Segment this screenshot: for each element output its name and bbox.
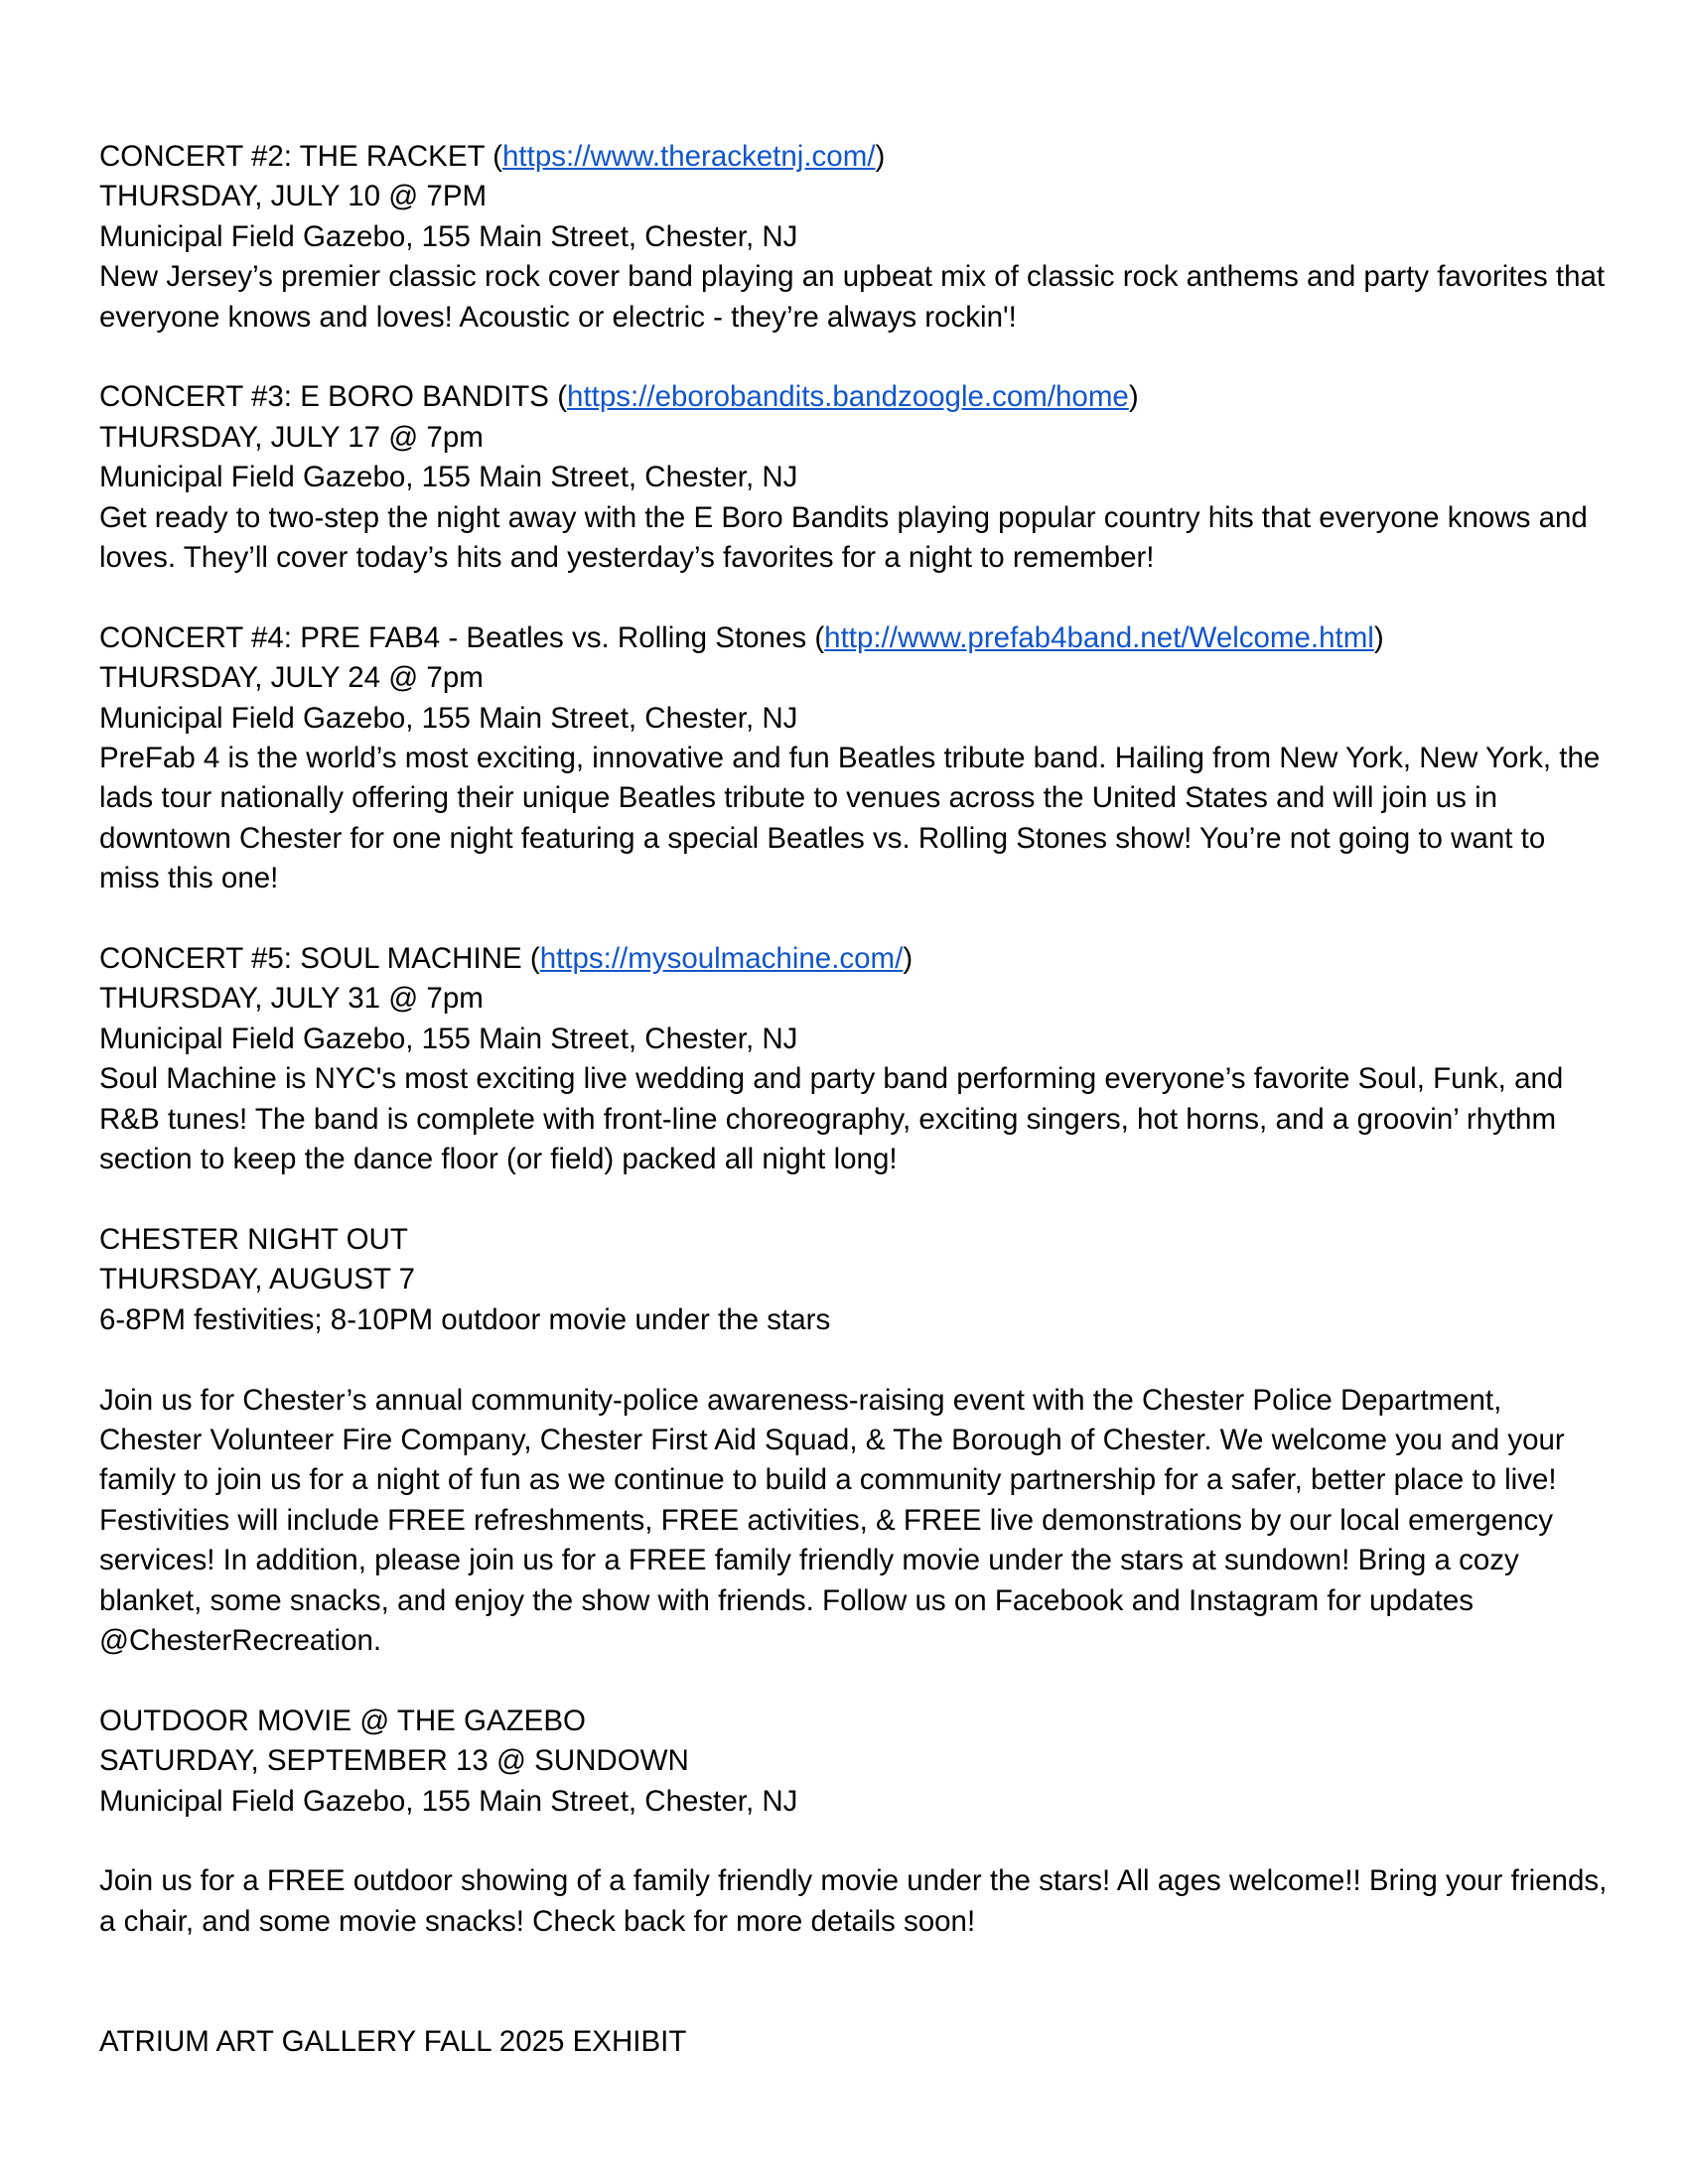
event-art-gallery: [99, 2022, 1609, 2062]
event-date: THURSDAY, JULY 24 @ 7pm: [99, 661, 484, 695]
band-website-link[interactable]: https://eborobandits.bandzoogle.com/home: [567, 380, 1129, 414]
event-location: Municipal Field Gazebo, 155 Main Street, Chester, NJ: [99, 219, 798, 253]
event-concert-5: [99, 939, 1609, 1179]
spacer: [99, 338, 1609, 377]
event-description: PreFab 4 is the world’s most exciting, innovative and fun Beatles tribute band. Hailing from New York, New York, the lads tour nationally offering their unique Beatles tribute to venues across the United States and will join us in downtown Chester for one night featuring a special Beatles vs. Rolling Stones show! You’re not going to want to miss this one!: [99, 742, 1601, 895]
spacer: [99, 899, 1609, 939]
event-times: 6-8PM festivities; 8-10PM outdoor movie under the stars: [99, 1302, 831, 1336]
event-description: New Jersey’s premier classic rock cover band playing an upbeat mix of classic rock anthems and party favorites that everyone knows and loves! Acoustic or electric - they’re always rockin'!: [99, 260, 1606, 334]
spacer: [99, 1180, 1609, 1220]
event-description: Soul Machine is NYC's most exciting live wedding and party band performing everyone’s favorite Soul, Funk, and R&B tunes! The band is complete with front-line choreography, exciting singers, hot horns, and a groovin’ rhythm section to keep the dance floor (or field) packed all night long!: [99, 1062, 1564, 1176]
event-location: Municipal Field Gazebo, 155 Main Street, Chester, NJ: [99, 461, 798, 494]
event-title-line: CONCERT #4: PRE FAB4 - Beatles vs. Rolling Stones (http://www.prefab4band.net/Welcome.html): [99, 620, 1384, 654]
event-title: CONCERT #3: E BORO BANDITS: [99, 380, 549, 414]
event-title: CONCERT #2: THE RACKET: [99, 140, 485, 173]
event-date: THURSDAY, JULY 10 @ 7PM: [99, 180, 488, 213]
event-title: CHESTER NIGHT OUT: [99, 1222, 408, 1256]
event-title: CONCERT #4: PRE FAB4 - Beatles vs. Rolling Stones: [99, 620, 807, 654]
spacer: [99, 578, 1609, 617]
event-description: Join us for a FREE outdoor showing of a family friendly movie under the stars! All ages welcome!! Bring your friends, a chair, and some movie snacks! Check back for more details soon!: [99, 1864, 1608, 1938]
event-title-line: CONCERT #3: E BORO BANDITS (https://eborobandits.bandzoogle.com/home): [99, 380, 1139, 414]
event-night-out: [99, 1220, 1609, 1661]
spacer: [99, 1661, 1609, 1701]
spacer: [99, 1942, 1609, 2022]
event-title-line: CONCERT #2: THE RACKET (https://www.theracketnj.com/): [99, 140, 886, 173]
event-outdoor-movie: [99, 1702, 1609, 1942]
event-title: ATRIUM ART GALLERY FALL 2025 EXHIBIT: [99, 2024, 687, 2058]
event-date: THURSDAY, JULY 31 @ 7pm: [99, 982, 484, 1016]
event-description: Get ready to two-step the night away with the E Boro Bandits playing popular country hits that everyone knows and loves. They’ll cover today’s hits and yesterday’s favorites for a night to remember!: [99, 500, 1588, 575]
event-location: Municipal Field Gazebo, 155 Main Street, Chester, NJ: [99, 701, 798, 735]
document-page: [99, 137, 1609, 2062]
event-date: SATURDAY, SEPTEMBER 13 @ SUNDOWN: [99, 1744, 689, 1778]
band-website-link[interactable]: https://mysoulmachine.com/: [539, 942, 904, 976]
event-concert-4: [99, 618, 1609, 899]
spacer: [99, 1822, 1609, 1861]
band-website-link[interactable]: http://www.prefab4band.net/Welcome.html: [824, 620, 1374, 654]
band-website-link[interactable]: https://www.theracketnj.com/: [502, 140, 876, 173]
event-location: Municipal Field Gazebo, 155 Main Street, Chester, NJ: [99, 1022, 798, 1055]
event-title: CONCERT #5: SOUL MACHINE: [99, 942, 522, 976]
event-location: Municipal Field Gazebo, 155 Main Street, Chester, NJ: [99, 1784, 798, 1818]
event-concert-3: [99, 377, 1609, 578]
event-concert-2: [99, 137, 1609, 338]
spacer: [99, 1340, 1609, 1380]
event-title: OUTDOOR MOVIE @ THE GAZEBO: [99, 1704, 586, 1737]
event-description: Join us for Chester’s annual community-police awareness-raising event with the Chester Police Department, Chester Volunteer Fire Company, Chester First Aid Squad, & The Borough of Chester. We welcome you and your family to join us for a night of fun as we continue to build a community partnership for a safer, better place to live! Festivities will include FREE refreshments, FREE activities, & FREE live demonstrations by our local emergency services! In addition, please join us for a FREE family friendly movie under the stars at sundown! Bring a cozy blanket, some snacks, and enjoy the show with friends. Follow us on Facebook and Instagram for updates @ChesterRecreation.: [99, 1383, 1565, 1657]
event-date: THURSDAY, AUGUST 7: [99, 1263, 416, 1297]
event-title-line: CONCERT #5: SOUL MACHINE (https://mysoulmachine.com/): [99, 942, 914, 976]
event-date: THURSDAY, JULY 17 @ 7pm: [99, 420, 484, 454]
